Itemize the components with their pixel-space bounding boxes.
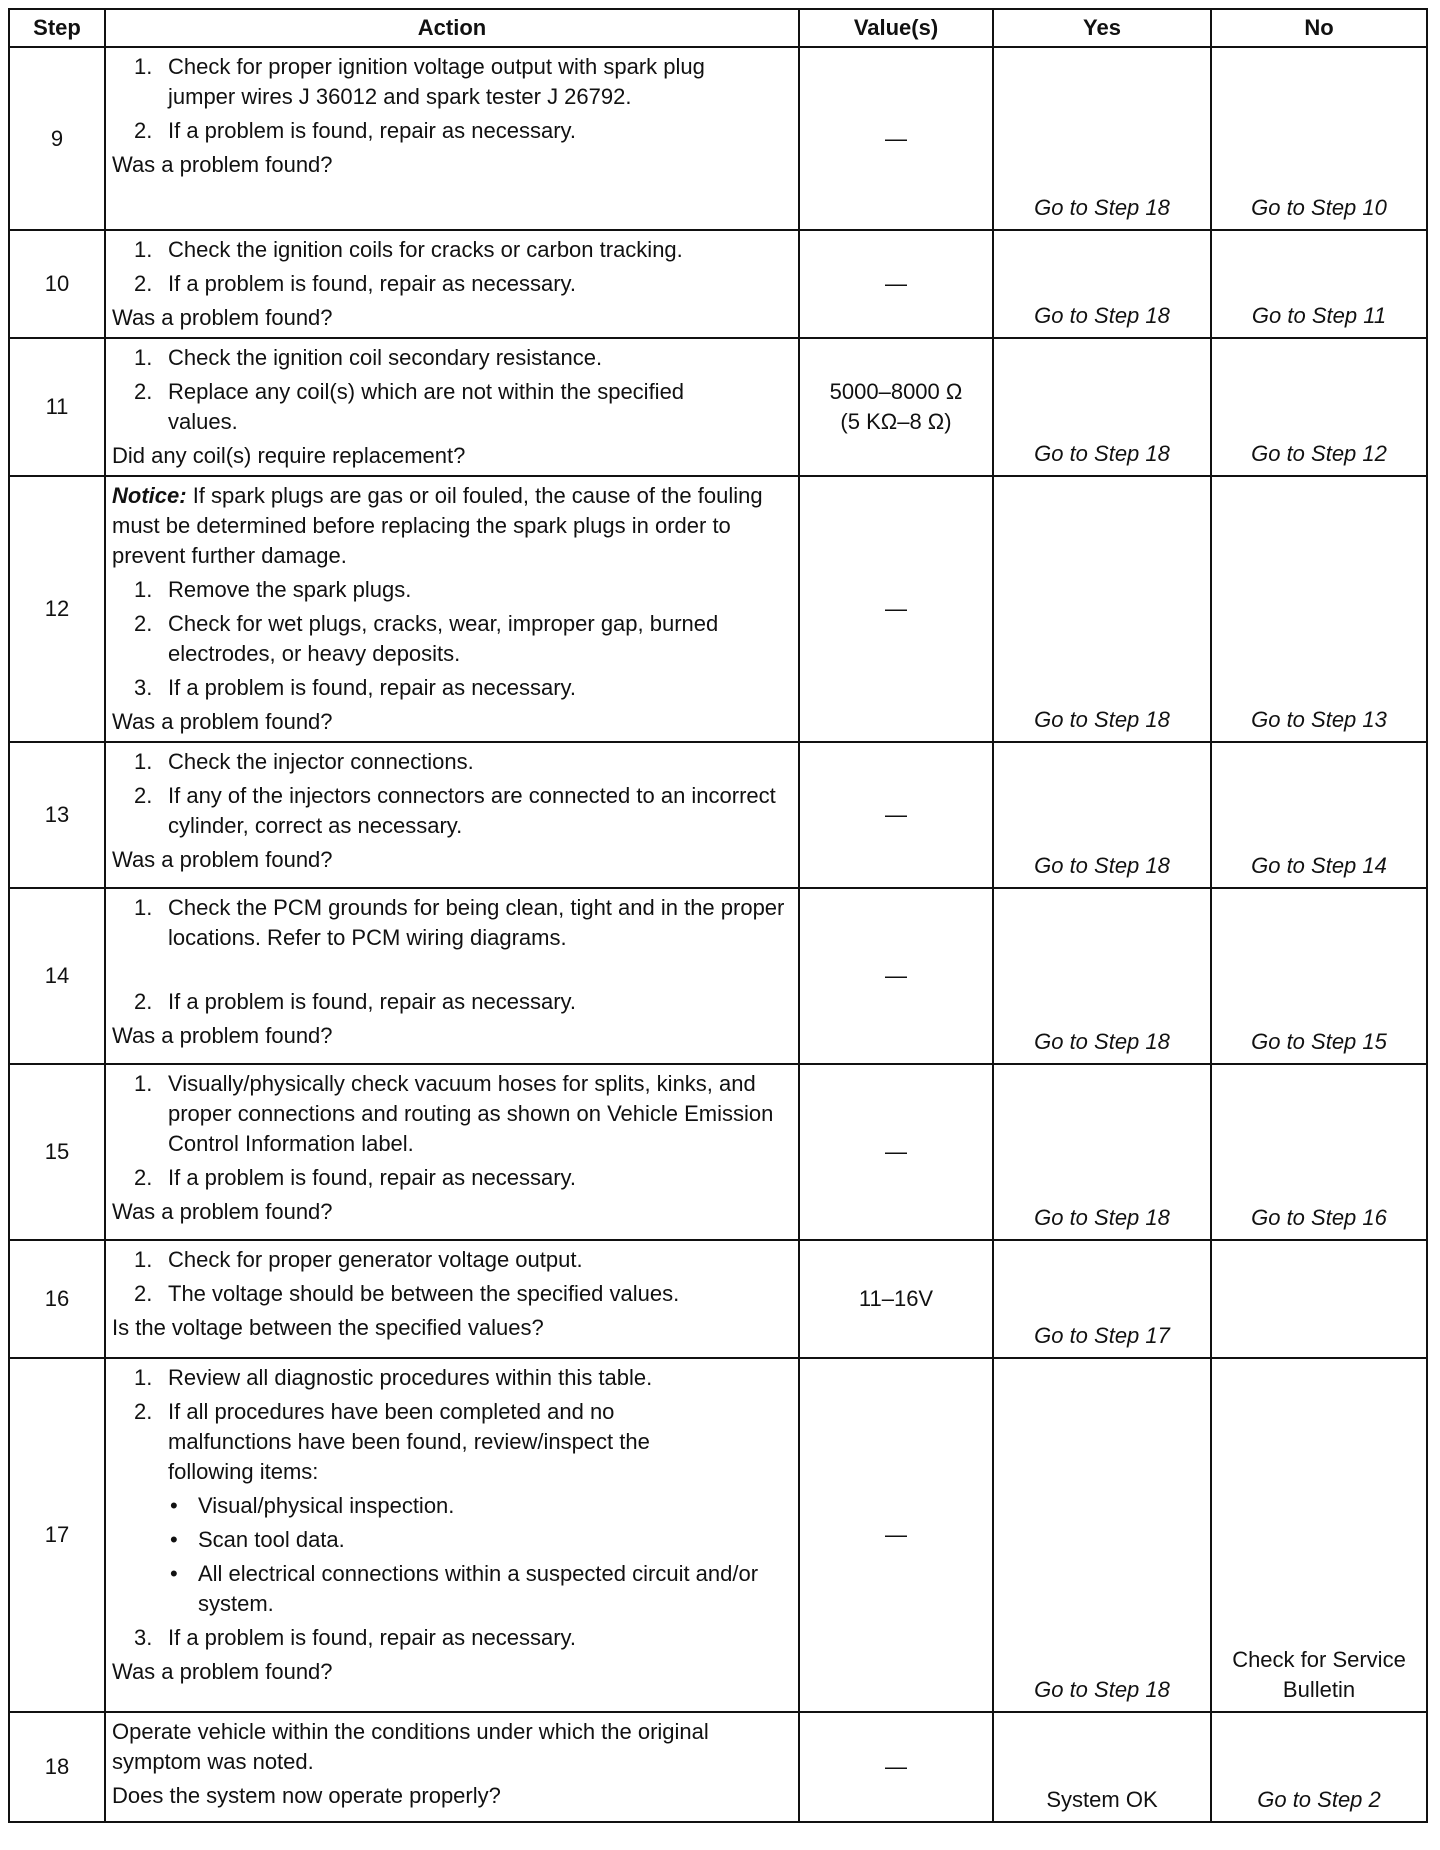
action-cell <box>105 230 799 338</box>
spacer <box>112 957 792 987</box>
action-question: Did any coil(s) require replacement? <box>112 443 466 468</box>
action-item: 1. Check for proper generator voltage output. <box>134 1247 583 1272</box>
action-item: 3. If a problem is found, repair as necessary. <box>134 1625 577 1650</box>
action-item: 2. Check for wet plugs, cracks, wear, improper gap, burned electrodes, or heavy deposits. <box>134 611 719 666</box>
value-cell: — <box>799 476 993 742</box>
action-question: Was a problem found? <box>112 1659 333 1684</box>
no-cell: Go to Step 11 <box>1211 230 1427 338</box>
action-cell <box>105 1240 799 1358</box>
value-cell: — <box>799 1064 993 1240</box>
step-number: 16 <box>9 1240 105 1358</box>
action-cell <box>105 1712 799 1822</box>
header-no: No <box>1211 9 1427 47</box>
notice-text: If spark plugs are gas or oil fouled, the cause of the fouling must be determined before replacing the spark plugs in order to prevent further damage. <box>112 483 763 568</box>
action-item: 1. Check for proper ignition voltage output with spark plug jumper wires J 36012 and spark tester J 26792. <box>134 54 705 109</box>
action-item: 2. If all procedures have been completed and no malfunctions have been found, review/inspect the following items: <box>134 1399 650 1484</box>
action-item: 1. Check the ignition coil secondary resistance. <box>134 345 603 370</box>
action-item: 2. If any of the injectors connectors are connected to an incorrect cylinder, correct as necessary. <box>134 783 776 838</box>
table-row <box>9 230 1427 338</box>
bullet-item: • All electrical connections within a suspected circuit and/or system. <box>170 1561 759 1616</box>
step-number: 11 <box>9 338 105 476</box>
no-cell <box>1211 1240 1427 1358</box>
table-row <box>9 476 1427 742</box>
bullet-item: • Scan tool data. <box>170 1527 345 1552</box>
value-cell: — <box>799 230 993 338</box>
action-item: 1. Check the injector connections. <box>134 749 474 774</box>
bullet-item: • Visual/physical inspection. <box>170 1493 455 1518</box>
value-cell: — <box>799 1712 993 1822</box>
table-header-row <box>9 9 1427 47</box>
yes-cell: Go to Step 18 <box>993 888 1211 1064</box>
value-cell: — <box>799 888 993 1064</box>
table-row <box>9 1712 1427 1822</box>
yes-cell: Go to Step 18 <box>993 1358 1211 1712</box>
value-cell: 11–16V <box>799 1240 993 1358</box>
step-number: 15 <box>9 1064 105 1240</box>
step-number: 9 <box>9 47 105 230</box>
table-row <box>9 1240 1427 1358</box>
action-question: Does the system now operate properly? <box>112 1783 501 1808</box>
table-row <box>9 1358 1427 1712</box>
no-cell: Go to Step 13 <box>1211 476 1427 742</box>
action-question: Was a problem found? <box>112 847 333 872</box>
value-cell: 5000–8000 Ω (5 KΩ–8 Ω) <box>799 338 993 476</box>
action-question: Was a problem found? <box>112 305 333 330</box>
table-row <box>9 742 1427 888</box>
action-question: Is the voltage between the specified values? <box>112 1315 544 1340</box>
action-cell <box>105 1358 799 1712</box>
action-question: Was a problem found? <box>112 1199 333 1224</box>
notice-label: Notice: <box>112 483 187 508</box>
action-item: 1. Remove the spark plugs. <box>134 577 412 602</box>
action-item: 2. Replace any coil(s) which are not within the specified values. <box>134 379 685 434</box>
step-number: 10 <box>9 230 105 338</box>
yes-cell: Go to Step 17 <box>993 1240 1211 1358</box>
header-action: Action <box>105 9 799 47</box>
yes-cell: Go to Step 18 <box>993 476 1211 742</box>
diagnostic-table-page <box>8 8 1426 1823</box>
action-item: 1. Check the PCM grounds for being clean, tight and in the proper locations. Refer to PCM wiring diagrams. <box>134 895 785 950</box>
table-row <box>9 888 1427 1064</box>
no-cell: Go to Step 15 <box>1211 888 1427 1064</box>
no-cell: Go to Step 12 <box>1211 338 1427 476</box>
header-step: Step <box>9 9 105 47</box>
yes-cell: Go to Step 18 <box>993 742 1211 888</box>
step-number: 17 <box>9 1358 105 1712</box>
value-cell: — <box>799 742 993 888</box>
step-number: 18 <box>9 1712 105 1822</box>
yes-cell: Go to Step 18 <box>993 1064 1211 1240</box>
action-cell <box>105 742 799 888</box>
action-item: 2. If a problem is found, repair as necessary. <box>134 1165 577 1190</box>
action-item: 2. If a problem is found, repair as necessary. <box>134 271 577 296</box>
yes-cell: Go to Step 18 <box>993 47 1211 230</box>
no-cell: Check for Service Bulletin <box>1211 1358 1427 1712</box>
header-yes: Yes <box>993 9 1211 47</box>
value-cell: — <box>799 1358 993 1712</box>
action-item: 2. If a problem is found, repair as necessary. <box>134 118 577 143</box>
action-cell <box>105 476 799 742</box>
action-item: 2. The voltage should be between the specified values. <box>134 1281 680 1306</box>
yes-cell: Go to Step 18 <box>993 338 1211 476</box>
action-cell <box>105 1064 799 1240</box>
action-item: 1. Review all diagnostic procedures within this table. <box>134 1365 653 1390</box>
value-cell: — <box>799 47 993 230</box>
yes-cell: Go to Step 18 <box>993 230 1211 338</box>
action-cell <box>105 47 799 230</box>
table-row <box>9 1064 1427 1240</box>
table-row <box>9 338 1427 476</box>
step-number: 12 <box>9 476 105 742</box>
action-item: 3. If a problem is found, repair as necessary. <box>134 675 577 700</box>
no-cell: Go to Step 14 <box>1211 742 1427 888</box>
action-item: 2. If a problem is found, repair as necessary. <box>134 989 577 1014</box>
action-cell <box>105 338 799 476</box>
no-cell: Go to Step 16 <box>1211 1064 1427 1240</box>
no-cell: Go to Step 2 <box>1211 1712 1427 1822</box>
action-cell <box>105 888 799 1064</box>
notice-paragraph <box>112 481 792 571</box>
no-cell: Go to Step 10 <box>1211 47 1427 230</box>
action-question: Was a problem found? <box>112 709 333 734</box>
table-row <box>9 47 1427 230</box>
action-item: 1. Visually/physically check vacuum hoses for splits, kinks, and proper connections and routing as shown on Vehicle Emission Control Information label. <box>134 1071 774 1156</box>
step-number: 13 <box>9 742 105 888</box>
action-question: Was a problem found? <box>112 1023 333 1048</box>
action-question: Was a problem found? <box>112 152 333 177</box>
diagnostic-table <box>8 8 1428 1823</box>
action-text: Operate vehicle within the conditions under which the original symptom was noted. <box>112 1719 709 1774</box>
yes-cell: System OK <box>993 1712 1211 1822</box>
header-values: Value(s) <box>799 9 993 47</box>
step-number: 14 <box>9 888 105 1064</box>
action-item: 1. Check the ignition coils for cracks or carbon tracking. <box>134 237 683 262</box>
